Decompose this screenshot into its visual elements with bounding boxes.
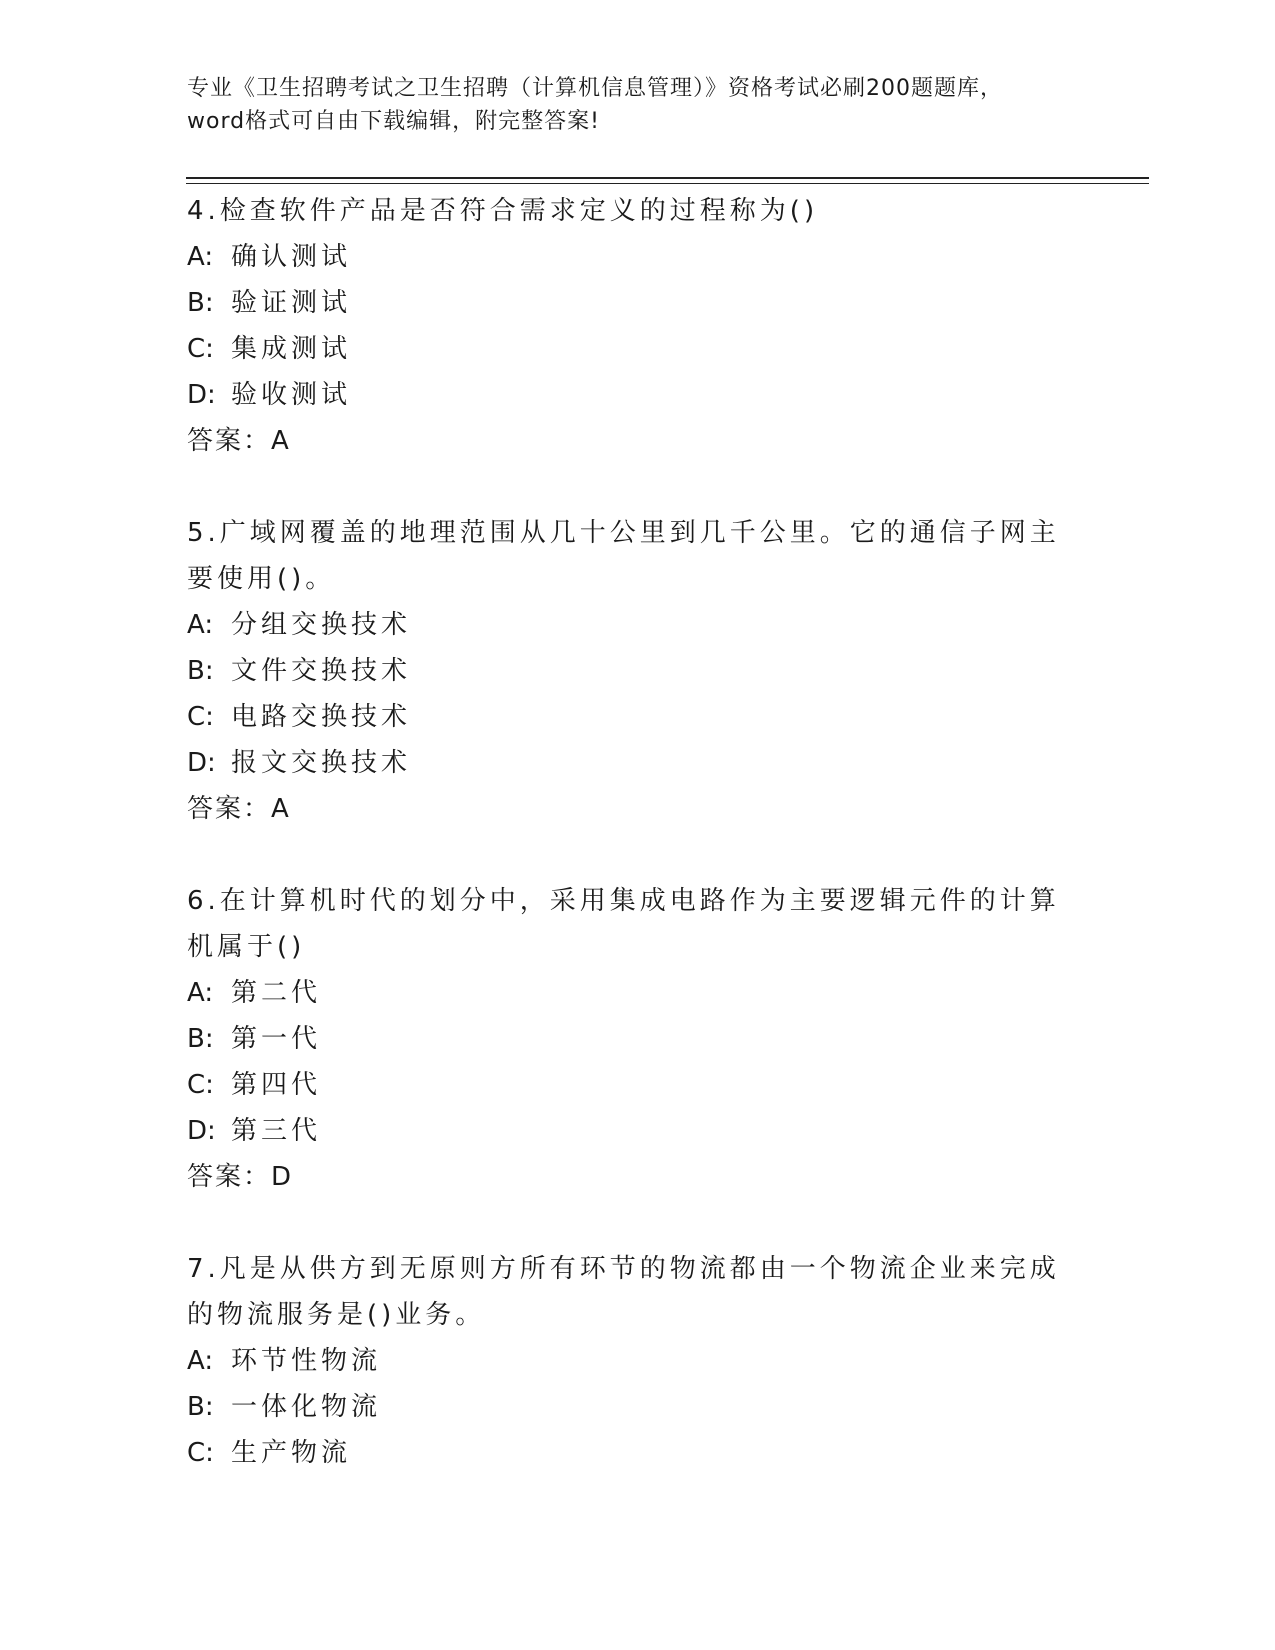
option-letter: A:	[187, 1346, 214, 1376]
option-b	[187, 1384, 1087, 1430]
option-letter: B:	[187, 1024, 214, 1054]
option-text: 生产物流	[231, 1438, 352, 1468]
question-stem: 7.凡是从供方到无原则方所有环节的物流都由一个物流企业来完成的物流服务是()业务。	[187, 1254, 1060, 1330]
option-letter: A:	[187, 242, 214, 272]
option-letter: C:	[187, 702, 214, 732]
option-c	[187, 1430, 1087, 1476]
option-text: 第三代	[231, 1116, 322, 1146]
answer-line: 答案：D	[187, 1162, 294, 1192]
header-divider-thin	[186, 183, 1149, 184]
option-text: 分组交换技术	[231, 610, 412, 640]
question-block	[187, 878, 1087, 1200]
option-letter: B:	[187, 1392, 214, 1422]
question-block	[187, 510, 1087, 832]
option-letter: B:	[187, 656, 214, 686]
header-line-2: word格式可自由下载编辑，附完整答案!	[187, 109, 600, 134]
option-letter: C:	[187, 1070, 214, 1100]
option-c	[187, 694, 1087, 740]
option-a	[187, 1338, 1087, 1384]
option-text: 集成测试	[231, 334, 352, 364]
question-stem: 5.广域网覆盖的地理范围从几十公里到几千公里。它的通信子网主要使用()。	[187, 518, 1060, 594]
header-divider-thick	[186, 177, 1149, 179]
option-letter: B:	[187, 288, 214, 318]
option-c	[187, 326, 1087, 372]
option-text: 第二代	[231, 978, 322, 1008]
option-letter: D:	[187, 1116, 216, 1146]
option-letter: A:	[187, 978, 214, 1008]
option-d	[187, 372, 1087, 418]
option-letter: D:	[187, 380, 216, 410]
question-list	[187, 188, 1087, 1522]
option-text: 报文交换技术	[231, 748, 412, 778]
option-text: 第四代	[231, 1070, 322, 1100]
option-b	[187, 1016, 1087, 1062]
answer-line: 答案：A	[187, 794, 291, 824]
header-line-1: 专业《卫生招聘考试之卫生招聘（计算机信息管理）》资格考试必刷200题题库，	[187, 76, 1003, 101]
option-text: 电路交换技术	[231, 702, 412, 732]
option-text: 一体化物流	[231, 1392, 382, 1422]
option-a	[187, 234, 1087, 280]
option-d	[187, 1108, 1087, 1154]
question-stem: 6.在计算机时代的划分中，采用集成电路作为主要逻辑元件的计算机属于()	[187, 886, 1060, 962]
option-text: 第一代	[231, 1024, 322, 1054]
document-header	[187, 72, 1087, 138]
option-b	[187, 648, 1087, 694]
question-block	[187, 1246, 1087, 1476]
option-b	[187, 280, 1087, 326]
question-stem: 4.检查软件产品是否符合需求定义的过程称为()	[187, 196, 819, 226]
option-text: 验收测试	[231, 380, 352, 410]
option-text: 环节性物流	[231, 1346, 382, 1376]
option-text: 文件交换技术	[231, 656, 412, 686]
option-d	[187, 740, 1087, 786]
answer-line: 答案：A	[187, 426, 291, 456]
option-a	[187, 602, 1087, 648]
question-block	[187, 188, 1087, 464]
option-letter: A:	[187, 610, 214, 640]
option-letter: D:	[187, 748, 216, 778]
option-text: 验证测试	[231, 288, 352, 318]
option-letter: C:	[187, 334, 214, 364]
option-text: 确认测试	[231, 242, 352, 272]
option-c	[187, 1062, 1087, 1108]
option-a	[187, 970, 1087, 1016]
option-letter: C:	[187, 1438, 214, 1468]
